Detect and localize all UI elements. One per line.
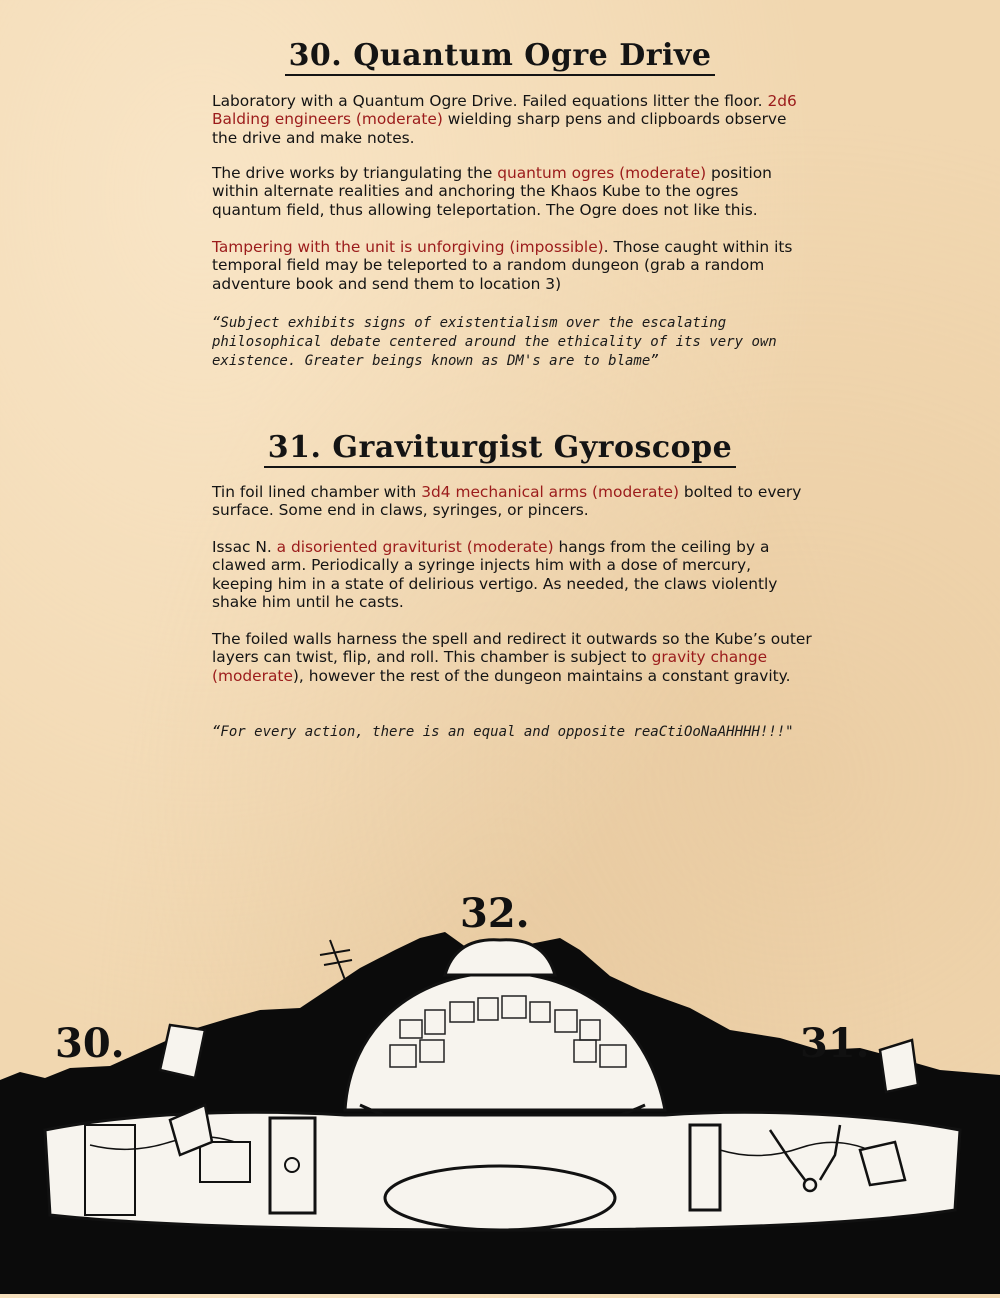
stat-highlight: a disoriented graviturist (moderate) <box>276 538 554 556</box>
chamber-31-door <box>690 1125 720 1210</box>
room-31-paragraph-2 <box>212 538 812 611</box>
stat-highlight: 3d4 mechanical arms (moderate) <box>421 483 679 501</box>
stat-highlight: 2d6 Balding engineers (moderate) <box>212 92 797 129</box>
stat-highlight: gravity change (moderate <box>212 648 768 685</box>
room-30-heading <box>0 38 1000 73</box>
text-span: Tin foil lined chamber with <box>212 483 422 501</box>
text-span: The foiled walls harness the spell and redirect it outwards so the Kube’s outer layers can twist, flip, and roll. This chamber is subject to <box>212 630 812 667</box>
text-span: Issac N. <box>212 538 277 556</box>
antenna-icon <box>320 940 352 980</box>
room-31-paragraph-1 <box>212 483 812 520</box>
text-span: bolted to every surface. Some end in claws, syringes, or pincers. <box>212 483 802 520</box>
text-span: position within alternate realities and anchoring the Khaos Kube to the ogres quantum field, thus allowing teleportation. The Ogre does not like this. <box>212 164 772 219</box>
room-31-heading <box>0 430 1000 465</box>
room-30-paragraph-3 <box>212 238 812 293</box>
chamber-30-door <box>270 1118 315 1213</box>
quantum-drive-machine <box>200 1142 250 1182</box>
room-30-quote: “Subject exhibits signs of existentialism over the escalating philosophical debate centered around the ethicality of its very own existence. Greater beings known as DM's are to blame” <box>212 315 777 369</box>
text-span: hangs from the ceiling by a clawed arm. Periodically a syringe injects him with a dose of mercury, keeping him in a state of delirious vertigo. As needed, the claws violently shake him until he casts. <box>212 538 778 611</box>
room-30-paragraph-2 <box>212 164 812 219</box>
stat-highlight: Tampering with the unit is unforgiving (impossible) <box>212 238 604 256</box>
dungeon-map-drawing <box>0 880 1000 1294</box>
text-span: ), however the rest of the dungeon maintains a constant gravity. <box>292 666 791 685</box>
stat-highlight: quantum ogres (moderate) <box>497 164 707 182</box>
map-label-31: 31. <box>800 1020 870 1067</box>
text-span: wielding sharp pens and clipboards observe the drive and make notes. <box>212 110 787 147</box>
map-label-32: 32. <box>460 890 530 937</box>
room-31-title: 31. Graviturgist Gyroscope <box>264 430 736 468</box>
text-span: The drive works by triangulating the <box>212 164 498 182</box>
dungeon-map-illustration <box>0 880 1000 1294</box>
room-30-title: 30. Quantum Ogre Drive <box>285 38 716 76</box>
map-label-30: 30. <box>55 1020 125 1067</box>
text-span: . Those caught within its temporal field may be teleported to a random dungeon (grab a random adventure book and send them to location 3) <box>212 238 793 293</box>
text-span: Laboratory with a Quantum Ogre Drive. Failed equations litter the floor. <box>212 92 768 110</box>
room-30-paragraph-1 <box>212 92 812 147</box>
pipe-right <box>880 1040 918 1092</box>
room-31-paragraph-3 <box>212 630 812 685</box>
room-31-quote: “For every action, there is an equal and opposite reaCtiOoNaAHHHH!!!" <box>212 724 794 740</box>
